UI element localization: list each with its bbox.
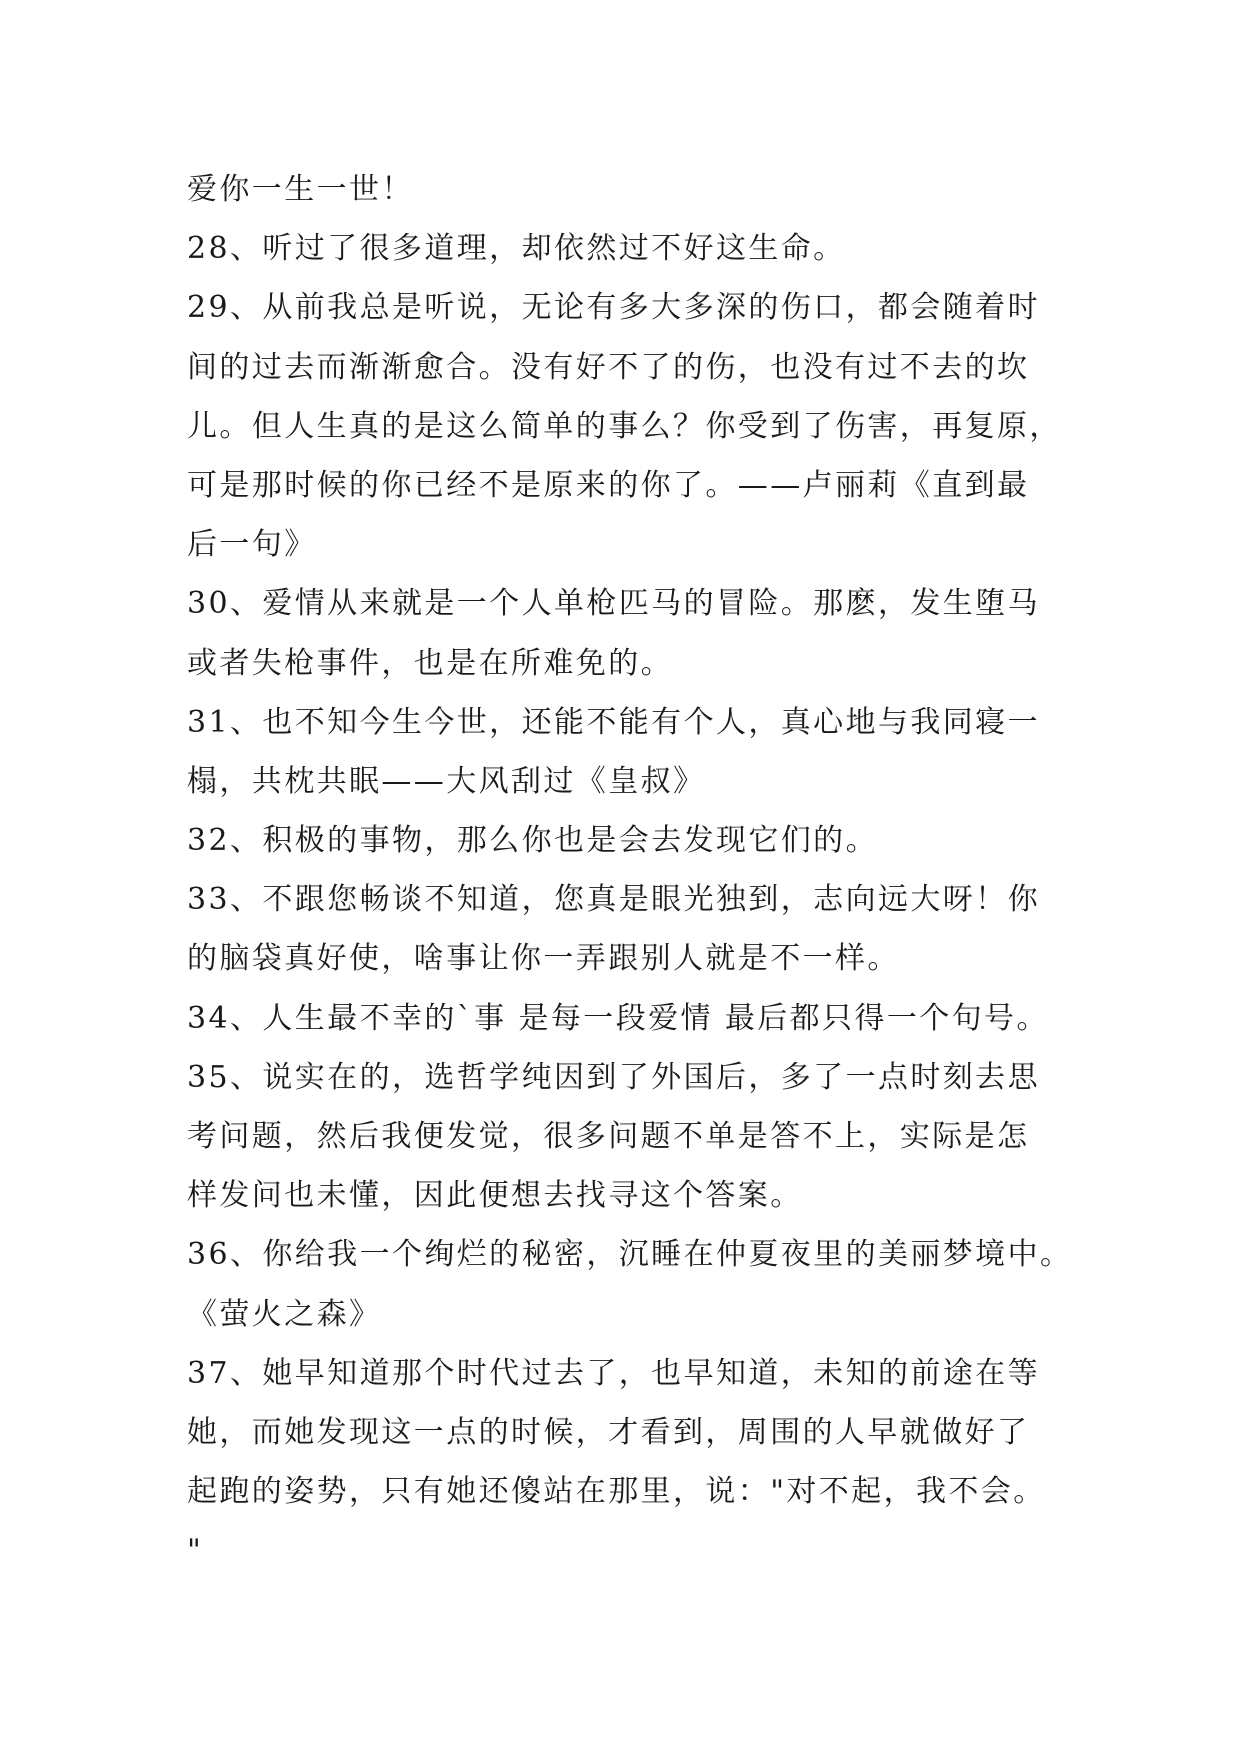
text-line: 28、听过了很多道理，却依然过不好这生命。	[187, 231, 846, 267]
text-line: 儿。但人生真的是这么简单的事么？你受到了伤害，再复原，	[187, 408, 1062, 444]
text-line: 33、不跟您畅谈不知道，您真是眼光独到，志向远大呀！你	[187, 882, 1040, 918]
text-body	[187, 160, 1087, 1581]
text-line: 35、说实在的，选哲学纯因到了外国后，多了一点时刻去思	[187, 1059, 1040, 1095]
text-line: 起跑的姿势，只有她还傻站在那里，说："对不起，我不会。	[187, 1474, 1046, 1510]
text-line: 爱你一生一世！	[187, 172, 414, 207]
text-line: 间的过去而渐渐愈合。没有好不了的伤，也没有过不去的坎	[187, 349, 1030, 385]
text-line: 36、你给我一个绚烂的秘密，沉睡在仲夏夜里的美丽梦境中。	[187, 1237, 1073, 1273]
text-line: 她，而她发现这一点的时候，才看到，周围的人早就做好了	[187, 1414, 1030, 1450]
text-line: 31、也不知今生今世，还能不能有个人，真心地与我同寝一	[187, 704, 1040, 740]
text-line: 考问题，然后我便发觉，很多问题不单是答不上，实际是怎	[187, 1119, 1030, 1154]
text-line: 30、爱情从来就是一个人单枪匹马的冒险。那麽，发生堕马	[187, 586, 1040, 622]
text-line: 32、积极的事物，那么你也是会去发现它们的。	[187, 823, 878, 859]
text-line: 样发问也未懂，因此便想去找寻这个答案。	[187, 1178, 803, 1214]
text-line: 榻，共枕共眠——大风刮过《皇叔》	[187, 763, 706, 799]
text-line: 的脑袋真好使，啥事让你一弄跟别人就是不一样。	[187, 941, 900, 977]
text-line: 或者失枪事件，也是在所难免的。	[187, 645, 673, 681]
text-line: "	[187, 1533, 204, 1569]
text-line: 37、她早知道那个时代过去了，也早知道，未知的前途在等	[187, 1355, 1040, 1391]
text-line: 可是那时候的你已经不是原来的你了。——卢丽莉《直到最	[187, 467, 1030, 503]
text-line: 29、从前我总是听说，无论有多大多深的伤口，都会随着时	[187, 290, 1040, 326]
text-line: 34、人生最不幸的`事 是每一段爱情 最后都只得一个句号。	[187, 1000, 1049, 1036]
text-line: 《萤火之森》	[187, 1296, 382, 1332]
text-line: 后一句》	[187, 527, 317, 563]
